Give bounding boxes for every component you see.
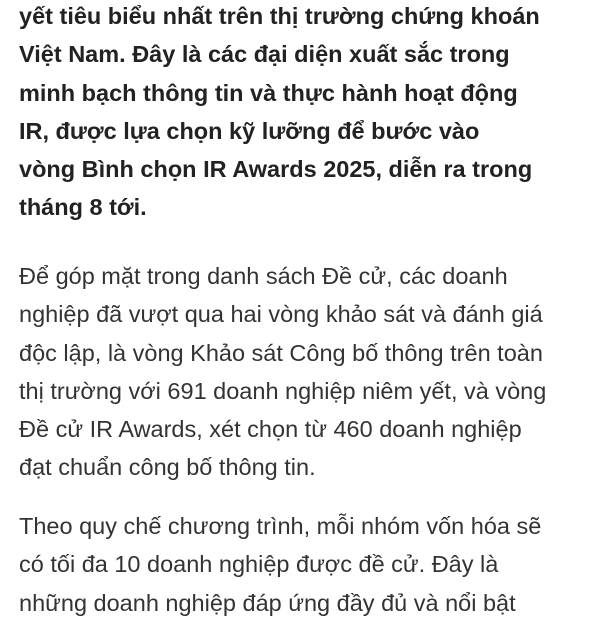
paragraph-line: độc lập, là vòng Khảo sát Công bố thông trên toàn xyxy=(19,339,543,366)
lead-line: IR, được lựa chọn kỹ lưỡng để bước vào xyxy=(19,117,480,144)
paragraph-line: nghiệp đã vượt qua hai vòng khảo sát và đánh giá xyxy=(19,301,543,328)
lead-line: vòng Bình chọn IR Awards 2025, diễn ra trong xyxy=(19,156,533,183)
paragraph-line: Đề cử IR Awards, xét chọn từ 460 doanh nghiệp xyxy=(19,416,522,443)
paragraph-line: Để góp mặt trong danh sách Đề cử, các doanh xyxy=(19,263,508,289)
paragraph-line: thị trường với 691 doanh nghiệp niêm yết, và vòng xyxy=(19,377,547,404)
paragraph-line: đạt chuẩn công bố thông tin. xyxy=(19,454,316,481)
lead-line: Việt Nam. Đây là các đại diện xuất sắc trong xyxy=(19,41,510,68)
lead-paragraph xyxy=(19,0,594,227)
body-paragraph-1 xyxy=(19,257,594,487)
body-paragraph-2 xyxy=(19,507,594,622)
lead-line: minh bạch thông tin và thực hành hoạt động xyxy=(19,79,518,106)
paragraph-line: có tối đa 10 doanh nghiệp được đề cử. Đây là xyxy=(19,551,499,578)
paragraph-line: những doanh nghiệp đáp ứng đầy đủ và nổi bật xyxy=(19,589,516,616)
paragraph-line: Theo quy chế chương trình, mỗi nhóm vốn hóa sẽ xyxy=(19,513,542,539)
lead-line: yết tiêu biểu nhất trên thị trường chứng khoán xyxy=(19,3,540,29)
lead-line: tháng 8 tới. xyxy=(19,194,147,221)
